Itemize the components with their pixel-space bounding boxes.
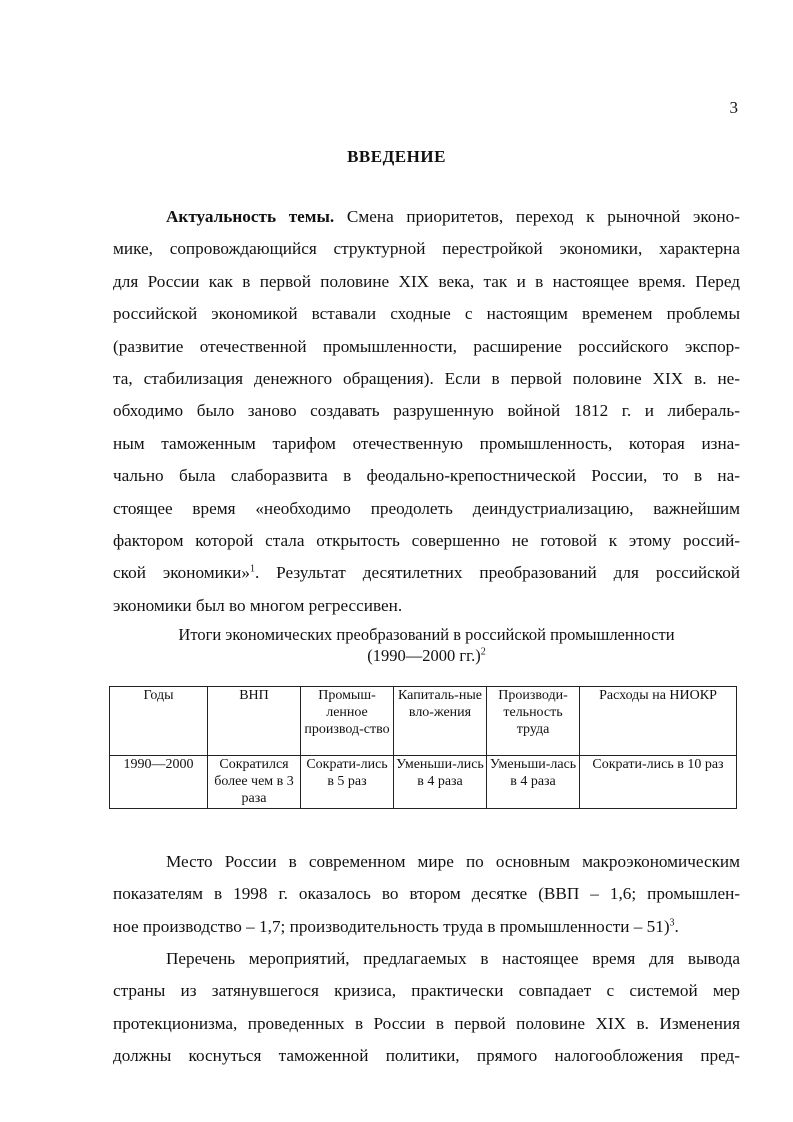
column-header: ВНП [208,687,301,756]
bold-lead: Актуальность темы. [166,207,335,226]
table-cell: Сократи-лись в 10 раз [580,756,737,809]
table-header-row [110,687,737,756]
text-line: обходимо было заново создавать разрушенную войной 1812 г. и либераль- [113,401,740,421]
table-cell: 1990—2000 [110,756,208,809]
text-line: (развитие отечественной промышленности, расширение российского экспор- [113,336,740,356]
paragraph-macro-indicators [113,846,740,943]
text-line: для России как в первой половине XIX века, так и в настоящее время. Перед [113,271,740,291]
text-line: фактором которой стала открытость совершенно не готовой к этому россий- [113,531,740,551]
column-header: Производи-тельность труда [487,687,580,756]
column-header: Промыш-ленное производ-ство [301,687,394,756]
text-line: протекционизма, проведенных в России в первой половине XIX в. Изменения [113,1013,740,1033]
text-line: Место России в современном мире по основным макроэкономическим [166,852,740,871]
page-number: 3 [729,98,738,117]
text-line: ное производство – 1,7; производительность труда в промышленности – 51)$^3$. [113,916,679,936]
text-line: та, стабилизация денежного обращения). Если в первой половине XIX в. не- [113,369,740,389]
text-line: страны из затянувшегося кризиса, практически совпадает с системой мер [113,981,740,1001]
text-line: ным таможенным тарифом отечественную промышленность, которая изна- [113,433,740,453]
text-line: стоящее время «необходимо преодолеть деиндустриализацию, важнейшим [113,498,740,518]
text-line: должны коснуться таможенной политики, прямого налогообложения пред- [113,1046,740,1066]
table-cell: Уменьши-лись в 4 раза [394,756,487,809]
text-line: чально была слаборазвита в феодально-крепостнической России, то в на- [113,466,740,486]
column-header: Расходы на НИОКР [580,687,737,756]
page-title: ВВЕДЕНИЕ [347,147,446,166]
paragraph-measures [113,943,740,1073]
column-header: Годы [110,687,208,756]
table-cell: Уменьши-лась в 4 раза [487,756,580,809]
paragraph-relevance [113,201,740,622]
text-line: ской экономики»$^1$. Результат десятилетних преобразований для российской [113,563,740,583]
text-line: показателям в 1998 г. оказалось во втором десятке (ВВП – 1,6; промышлен- [113,884,740,904]
table-row [110,756,737,809]
text-line: экономики был во многом регрессивен. [113,595,403,615]
text-line: мике, сопровождающийся структурной перестройкой экономики, характерна [113,239,740,259]
column-header: Капиталь-ные вло-жения [394,687,487,756]
text-line: Актуальность темы. Смена приоритетов, переход к рыночной эконо- [166,207,740,226]
table-cell: Сократи-лись в 5 раз [301,756,394,809]
footnote-ref[interactable]: 1 [249,563,255,575]
table-caption: Итоги экономических преобразований в российской промышленности (1990—2000 гг.)$^2$ [178,625,675,665]
text-line: российской экономикой вставали сходные с настоящим временем проблемы [113,304,740,324]
text-line: Перечень мероприятий, предлагаемых в настоящее время для вывода [166,949,740,968]
table-cell: Сократился более чем в 3 раза [208,756,301,809]
results-table [109,686,737,809]
footnote-ref[interactable]: 3 [669,917,675,929]
footnote-ref[interactable]: 2 [480,646,486,658]
